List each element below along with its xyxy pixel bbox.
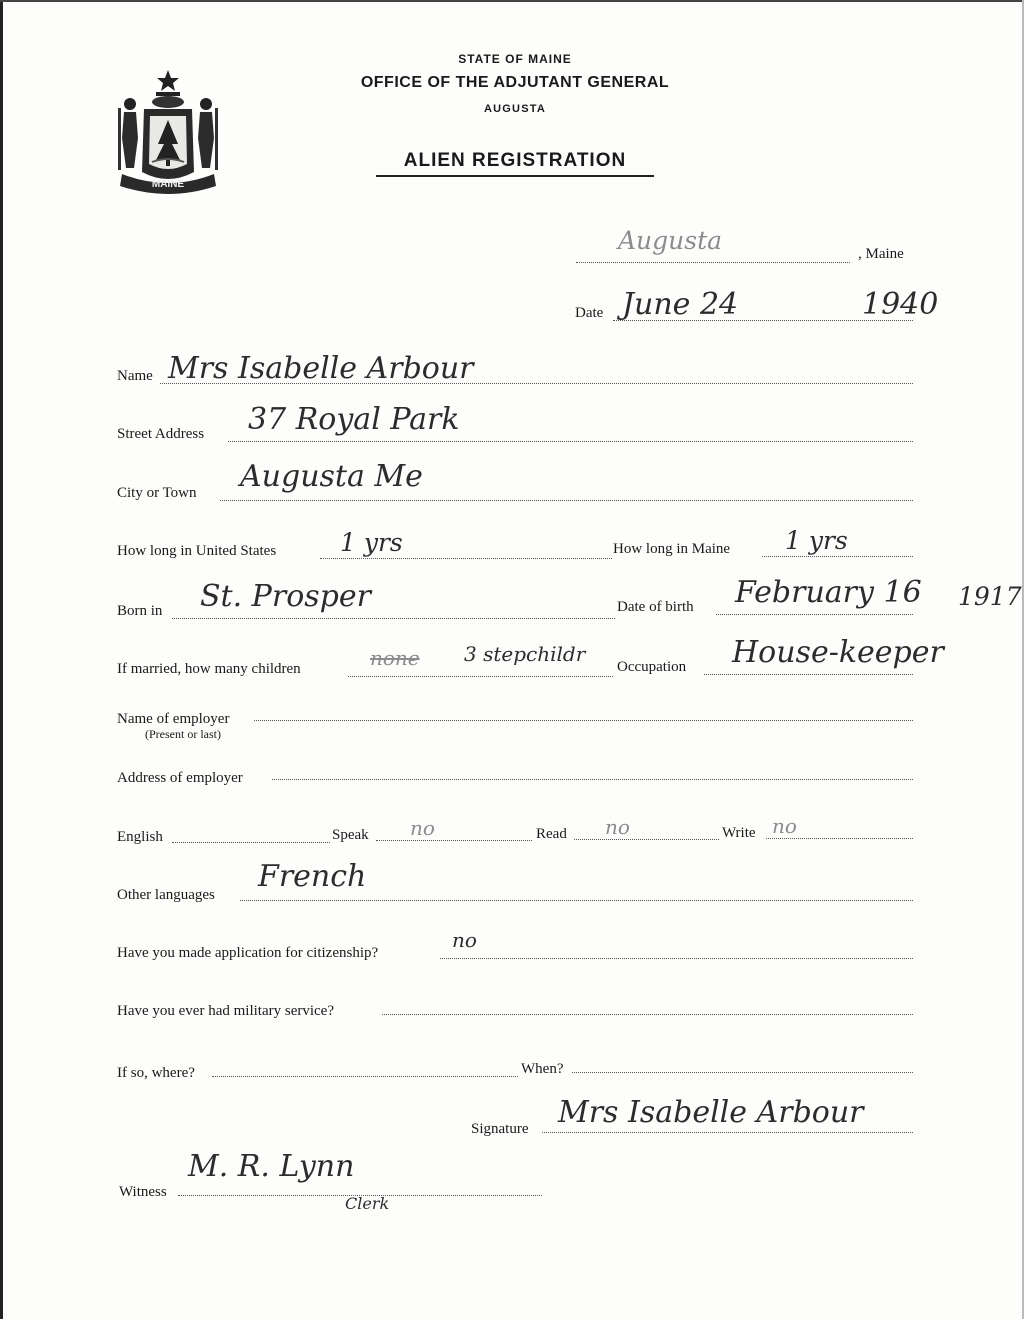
seal-banner-text: MAINE [151, 179, 185, 190]
signature-line [542, 1132, 913, 1133]
maine-duration-value: 1 yrs [785, 526, 848, 555]
children-label: If married, how many children [117, 661, 301, 677]
employer-address-line [272, 779, 913, 780]
street-value: 37 Royal Park [248, 402, 460, 437]
witness-label: Witness [119, 1184, 167, 1200]
citizenship-label: Have you made application for citizenship? [117, 945, 379, 961]
city-label: City or Town [117, 485, 197, 501]
read-label: Read [536, 826, 567, 842]
when-line [572, 1072, 913, 1073]
other-languages-line [240, 900, 913, 901]
citizenship-value: no [452, 928, 477, 952]
citizenship-line [440, 958, 913, 959]
children-struck-value: none [370, 646, 420, 670]
city-value: Augusta Me [240, 459, 423, 494]
employer-line [254, 720, 913, 721]
employer-address-label: Address of employer [117, 770, 243, 786]
header-city: AUGUSTA [484, 103, 546, 115]
place-line [576, 262, 850, 263]
date-value: June 24 [622, 287, 739, 322]
military-label: Have you ever had military service? [117, 1003, 334, 1019]
scan-edge-top [0, 0, 1024, 2]
read-value: no [605, 815, 630, 839]
occupation-label: Occupation [617, 659, 687, 675]
scan-edge-left [0, 0, 3, 1319]
place-suffix: , Maine [858, 246, 904, 262]
us-duration-value: 1 yrs [340, 528, 403, 557]
other-languages-label: Other languages [117, 887, 215, 903]
name-value: Mrs Isabelle Arbour [168, 351, 474, 386]
header-state: STATE OF MAINE [458, 52, 572, 66]
maine-duration-label: How long in Maine [613, 541, 731, 557]
write-value: no [772, 814, 797, 838]
children-line [348, 676, 613, 677]
signature-value: Mrs Isabelle Arbour [558, 1095, 864, 1130]
street-line [228, 441, 913, 442]
date-year-value: 1940 [862, 287, 939, 322]
occupation-value: House-keeper [732, 635, 944, 670]
us-duration-label: How long in United States [117, 543, 277, 559]
other-languages-value: French [258, 859, 367, 894]
title-underline [376, 175, 654, 177]
where-line [212, 1076, 518, 1077]
english-line [172, 842, 330, 843]
place-value: Augusta [618, 226, 723, 255]
witness-value: M. R. Lynn [188, 1149, 355, 1184]
speak-line [376, 840, 532, 841]
name-label: Name [117, 368, 153, 384]
street-label: Street Address [117, 426, 205, 442]
read-line [574, 839, 719, 840]
where-label: If so, where? [117, 1065, 195, 1081]
speak-value: no [410, 816, 435, 840]
born-in-line [172, 618, 615, 619]
speak-label: Speak [332, 827, 369, 843]
english-label: English [117, 829, 163, 845]
signature-label: Signature [471, 1121, 529, 1137]
military-line [382, 1014, 913, 1015]
city-line [220, 500, 913, 501]
dob-label: Date of birth [617, 599, 694, 615]
dob-value: February 16 [735, 575, 922, 610]
header-office: OFFICE OF THE ADJUTANT GENERAL [360, 74, 670, 91]
born-in-value: St. Prosper [200, 579, 371, 614]
dob-line [716, 614, 913, 615]
maine-state-seal-icon [112, 64, 224, 194]
when-label: When? [521, 1061, 564, 1077]
us-duration-line [320, 558, 612, 559]
write-line [766, 838, 913, 839]
date-label: Date [575, 305, 604, 321]
form-title: ALIEN REGISTRATION [403, 150, 627, 171]
employer-label: Name of employer [117, 711, 230, 727]
children-value: 3 stepchildr [464, 642, 586, 666]
employer-note: (Present or last) [145, 727, 221, 741]
born-in-label: Born in [117, 603, 163, 619]
occupation-line [704, 674, 913, 675]
dob-year-value: 1917 [958, 582, 1022, 611]
write-label: Write [722, 825, 756, 841]
maine-duration-line [762, 556, 913, 557]
witness-title-value: Clerk [345, 1194, 390, 1213]
